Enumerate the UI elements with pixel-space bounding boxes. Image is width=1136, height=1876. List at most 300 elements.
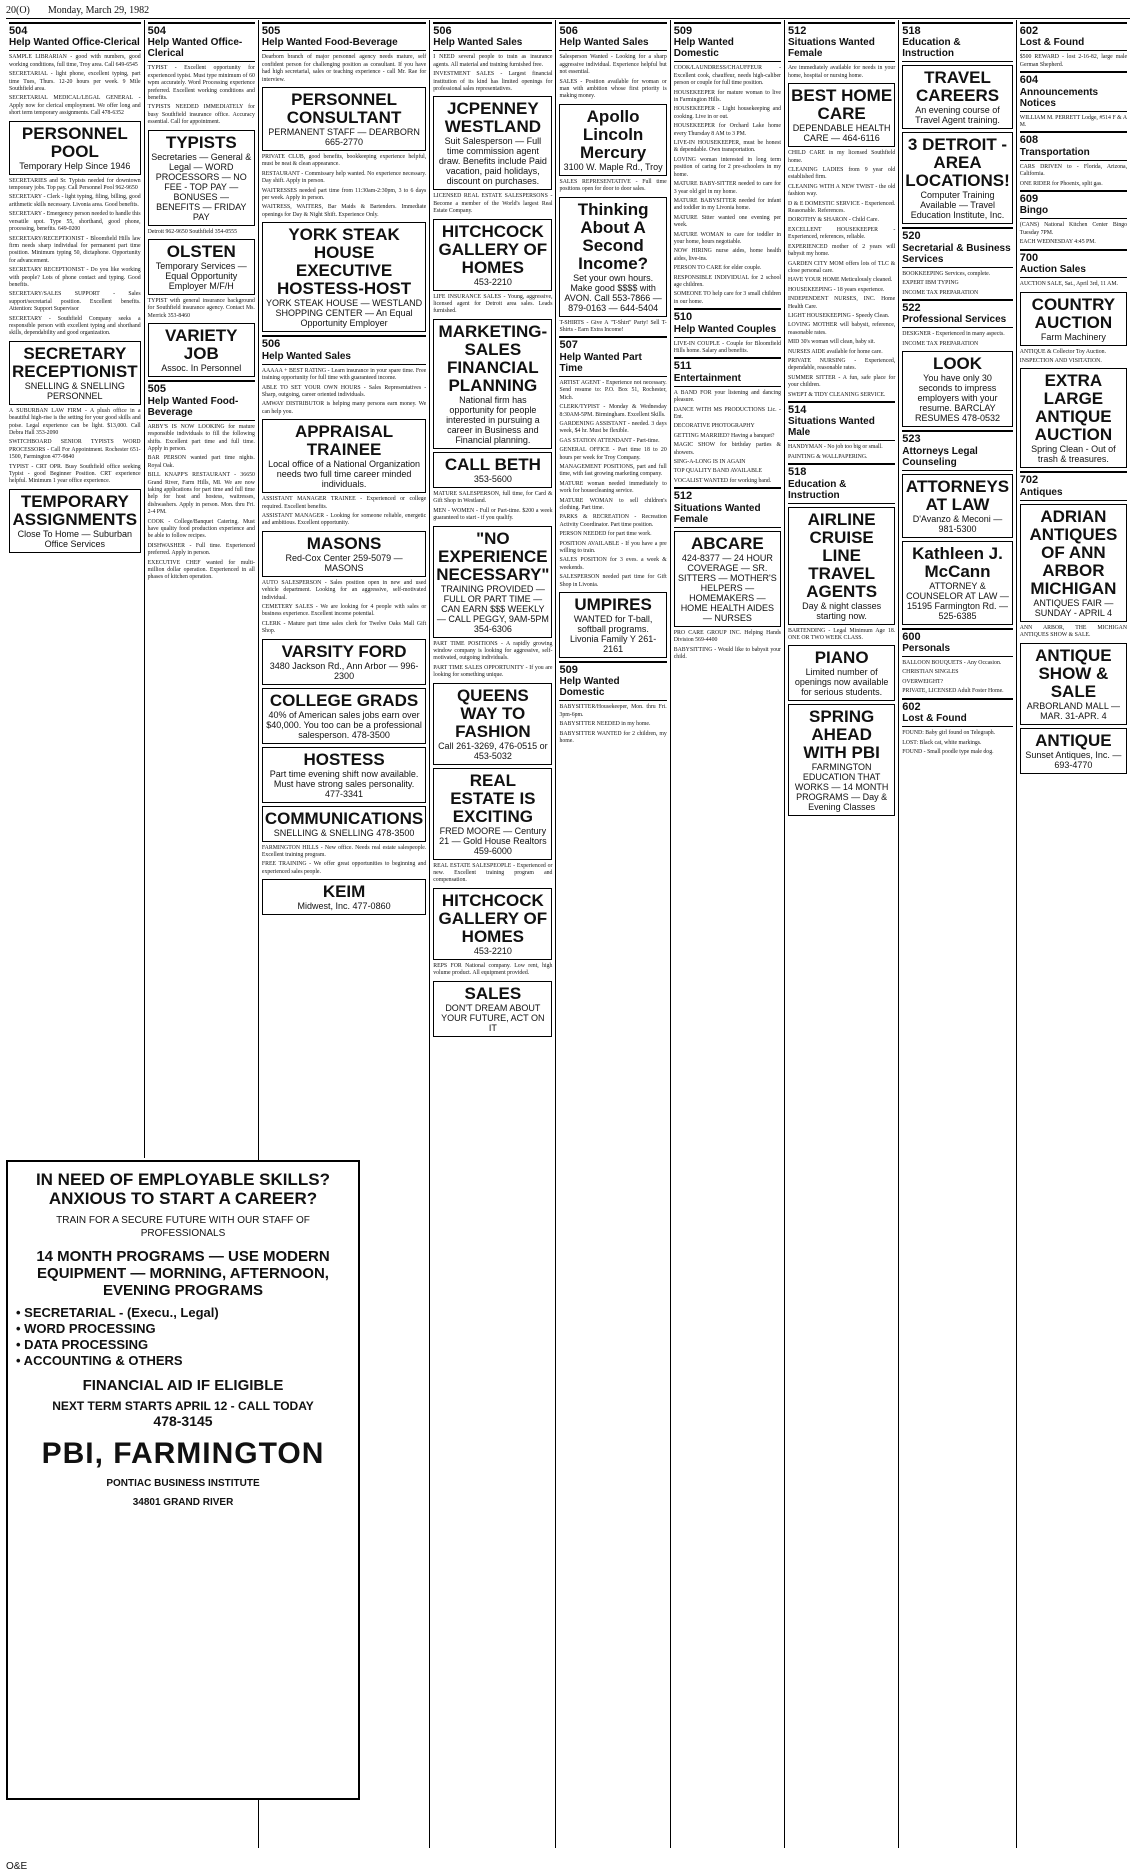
display-listing bbox=[902, 132, 1013, 224]
section-header bbox=[674, 357, 781, 386]
section-number: 507 bbox=[559, 339, 578, 352]
section-title: Education & Instruction bbox=[902, 37, 961, 60]
pbi-display-ad bbox=[6, 1160, 360, 1800]
footer-mark: O&E bbox=[6, 1861, 28, 1872]
display-listing bbox=[1020, 504, 1127, 622]
classified-ad: CHRISTIAN SINGLES bbox=[902, 669, 959, 676]
listing-subtext: Computer Training Available — Travel Education Institute, Inc. bbox=[910, 190, 1005, 221]
classified-ad: SECRETARY/SALES SUPPORT - Sales support/secretarial position. Excellent benefits. Attention: Support Supervisor bbox=[9, 291, 141, 313]
section-number: 512 bbox=[788, 25, 807, 37]
section-title: Help Wanted Office-Clerical bbox=[9, 37, 140, 49]
classified-ad: WILLIAM M. PERRETT Lodge, #514 F & A M. bbox=[1019, 114, 1128, 129]
classified-column bbox=[784, 20, 898, 1848]
classified-ad: MANAGEMENT POSITIONS, part and full time, with fast growing marketing company. bbox=[559, 463, 667, 478]
classified-ad: MATURE woman needed immediately to work for housecleaning service. bbox=[559, 480, 667, 495]
classified-ad: ANTIQUE & Collector Toy Auction. bbox=[1019, 348, 1107, 355]
classified-ad: PAINTING & WALLPAPERING. bbox=[788, 453, 868, 460]
classified-ad: PART TIME POSITIONS - A rapidly growing window company is looking for aggressive, self-motivated, outgoing individuals. bbox=[433, 640, 553, 662]
classified-ad: Are immediately available for needs in your home, hospital or nursing home. bbox=[788, 65, 896, 79]
listing-headline: MARKETING-SALES FINANCIAL PLANNING bbox=[438, 321, 548, 395]
ad-headline: IN NEED OF EMPLOYABLE SKILLS? ANXIOUS TO START A CAREER? bbox=[35, 1170, 331, 1208]
section-title: Help Wanted Couples bbox=[673, 323, 777, 335]
display-listing bbox=[788, 645, 895, 701]
classified-ad: Dearborn branch of major personnel agency needs mature, self confident person for challenging position as consultant. If you have had high secretarial, sales or teaching experience - call Mr. Rae for interview. bbox=[261, 54, 427, 83]
classified-ad: WAITRESSES needed part time from 11:30am-2:30pm, 3 to 6 days per week. Apply in person. bbox=[261, 187, 427, 202]
ad-program: • SECRETARIAL - (Execu., Legal) bbox=[16, 1305, 219, 1320]
listing-headline: JCPENNEY WESTLAND bbox=[444, 99, 542, 137]
listing-subtext: Suit Salesperson — Full time commission agent draw. Benefits include Paid vacation, paid holidays, discount on purchases. bbox=[438, 136, 547, 187]
section-number: 514 bbox=[788, 404, 807, 416]
section-title: Help Wanted Part Time bbox=[559, 351, 642, 374]
listing-subtext: 453-2210 bbox=[473, 945, 512, 956]
listing-headline: PIANO bbox=[814, 648, 869, 668]
ad-tagline: TRAIN FOR A SECURE FUTURE WITH OUR STAFF OF PROFESSIONALS bbox=[56, 1215, 310, 1239]
classified-ad: MID 30's woman will clean, baby sit. bbox=[788, 339, 876, 346]
section-number: 602 bbox=[902, 700, 921, 713]
listing-headline: SECRETARY RECEPTIONIST bbox=[12, 343, 138, 381]
section-title: Antiques bbox=[1019, 486, 1063, 498]
classified-ad: COOK/LAUNDRESS/CHAUFFEUR - Excellent cook, chauffeur, needs high-caliber person or couple for full time position. bbox=[673, 65, 781, 87]
listing-headline: COMMUNICATIONS bbox=[264, 808, 424, 828]
classified-ad: MEN - WOMEN - Full or Part-time. $200 a week guaranteed to start - if you qualify. bbox=[433, 507, 553, 522]
section-header bbox=[674, 308, 781, 337]
display-listing bbox=[262, 806, 426, 842]
section-header bbox=[902, 430, 1013, 470]
classified-ad: NOW HIRING nurse aides, home health aides, live-ins. bbox=[673, 248, 781, 262]
classified-ad: SWEPT & TIDY CLEANING SERVICE. bbox=[788, 391, 886, 398]
classified-ad: COOK - College/Banquet Catering. Must have quality food production experience and be able to follow recipes. bbox=[147, 518, 255, 540]
classified-ad: DECORATIVE PHOTOGRAPHY bbox=[673, 423, 755, 430]
section-header bbox=[902, 698, 1013, 727]
section-number: 511 bbox=[673, 360, 692, 373]
listing-headline: ATTORNEYS AT LAW bbox=[905, 476, 1010, 514]
classified-ad: SING-A-LONG IS IN AGAIN bbox=[673, 459, 746, 466]
listing-subtext: Set your own hours. Make good $$$$ with AVON. Call 553-7866 — 879-0163 — 644-5404 bbox=[564, 272, 662, 313]
display-listing bbox=[262, 531, 426, 577]
classified-ad: TYPIST - CRT OPR. Busy Southfield office seeking Typist - good Beginner Position. CRT experience helpful. Minimum 1 year office experience. bbox=[9, 463, 141, 485]
listing-subtext: 40% of American sales jobs earn over $40,000. You too can be a professional salesperson. 478-3500 bbox=[266, 709, 422, 740]
classified-ad: FOUND - Small poodle type male dog. bbox=[902, 748, 994, 755]
section-title: Help Wanted Sales bbox=[261, 350, 351, 362]
section-title: Help Wanted Sales bbox=[433, 37, 523, 49]
section-title: Lost & Found bbox=[1019, 37, 1085, 49]
section-header bbox=[788, 22, 895, 62]
section-number: 608 bbox=[1019, 134, 1039, 147]
section-number: 609 bbox=[1019, 193, 1039, 206]
classified-ad: REPS FOR National company. Low rent, high volume product. All equipment provided. bbox=[433, 962, 553, 977]
listing-subtext: DON'T DREAM ABOUT YOUR FUTURE, ACT ON IT bbox=[441, 1002, 545, 1033]
listing-subtext: Close To Home — Suburban Office Services bbox=[17, 528, 133, 549]
classified-ad: SOMEONE TO help care for 3 small children in our home. bbox=[673, 291, 781, 305]
section-number: 509 bbox=[559, 664, 578, 677]
section-header bbox=[674, 22, 781, 62]
section-header bbox=[902, 628, 1013, 657]
listing-headline: ADRIAN ANTIQUES OF ANN ARBOR MICHIGAN bbox=[1029, 506, 1118, 598]
listing-subtext: ANTIQUES FAIR — SUNDAY - APRIL 4 bbox=[1033, 597, 1114, 618]
listing-headline: 3 DETROIT - AREA LOCATIONS! bbox=[905, 135, 1010, 191]
section-number: 518 bbox=[788, 466, 807, 479]
section-header bbox=[148, 380, 255, 420]
display-listing bbox=[262, 879, 426, 915]
classified-ad: EXECUTIVE CHEF wanted for multi-million dollar operation. Experienced in all phases of kitchen operation. bbox=[147, 559, 255, 581]
classified-ad: CLEANING LADIES from 9 year old established firm. bbox=[788, 167, 896, 181]
listing-subtext: Local office of a National Organization needs two full time career minded individuals. bbox=[268, 459, 421, 490]
listing-headline: UMPIRES bbox=[574, 595, 652, 615]
section-header bbox=[902, 299, 1013, 328]
classified-ad: ARBY'S IS NOW LOOKING for mature responsible individuals to fill the following shifts. Excellent part time and full time. Apply in person. bbox=[147, 423, 255, 452]
display-listing bbox=[148, 239, 255, 295]
classified-ad: HANDYMAN - No job too big or small. bbox=[788, 444, 883, 451]
classified-ad: WAITRESS, WAITERS, Bar Maids & Bartenders. Immediate openings for Day & Night Shift. Experience Only. bbox=[261, 204, 427, 218]
section-title: Attorneys Legal Counseling bbox=[902, 445, 978, 468]
classified-ad: BARTENDING - Legal Minimum Age 18. ONE OR TWO WEEK CLASS. bbox=[788, 627, 896, 642]
classified-ad: ASSISTANT MANAGER TRAINEE - Experienced or college required. Excellent benefits. bbox=[261, 496, 427, 510]
classified-ad: A SUBURBAN LAW FIRM - A plush office in a beautiful high-rise is the setting for your good skills and poise. Legal experience can be light. $13,000. Call Debra Hall 353-2090 bbox=[9, 407, 141, 436]
section-title: Help Wanted Domestic bbox=[673, 37, 734, 60]
classified-ad: RESPONSIBLE INDIVIDUAL for 2 school age children. bbox=[673, 274, 781, 288]
listing-subtext: You have only 30 seconds to impress employers with your resume. BARCLAY RESUMES 478-0532 bbox=[914, 373, 1001, 424]
listing-subtext: Part time evening shift now available. Must have strong sales personality. 477-3341 bbox=[269, 768, 419, 799]
listing-subtext: TRAINING PROVIDED — FULL OR PART TIME — CAN EARN $$$ WEEKLY — CALL PEGGY, 9AM-5PM 354-6306 bbox=[436, 583, 549, 634]
listing-headline: ABCARE bbox=[691, 533, 764, 553]
classified-ad: INDEPENDENT NURSES, INC. Home Health Care. bbox=[788, 296, 896, 310]
display-listing bbox=[262, 688, 426, 744]
listing-subtext: ARBORLAND MALL — MAR. 31-APR. 4 bbox=[1026, 700, 1120, 721]
section-title: Auction Sales bbox=[1019, 264, 1086, 276]
masthead bbox=[6, 4, 1130, 19]
display-listing bbox=[559, 592, 666, 658]
classified-ad: SECRETARY - Clerk - light typing, filing, billing, good arithmetic skills necessary. Livonia area. Good benefits. bbox=[9, 194, 141, 208]
section-title: Secretarial & Business Services bbox=[902, 242, 1011, 265]
display-listing bbox=[433, 319, 552, 449]
classified-ad: PART TIME SALES OPPORTUNITY - If you are looking for something unique. bbox=[433, 664, 553, 679]
ad-term: NEXT TERM STARTS APRIL 12 - CALL TODAY bbox=[52, 1399, 314, 1413]
section-number: 512 bbox=[673, 490, 693, 503]
display-listing bbox=[262, 87, 426, 151]
classified-ad: HOUSEKEEPER - Light housekeeping and cooking. Live in or out. bbox=[673, 106, 781, 120]
section-number: 518 bbox=[902, 25, 921, 37]
section-header bbox=[1020, 190, 1127, 219]
classified-ad: SECRETARIAL - light phone, excellent typing, part time Tues, Thurs. 12-20 hours per week. 9 Mile Southfield area. bbox=[9, 71, 141, 93]
classified-column bbox=[429, 20, 555, 1848]
display-listing bbox=[433, 683, 552, 765]
listing-headline: VARIETY JOB bbox=[165, 326, 238, 364]
section-number: 505 bbox=[261, 25, 281, 37]
listing-headline: CALL BETH bbox=[444, 454, 541, 474]
classified-ad: BABYSITTER WANTED for 2 children, my home. bbox=[559, 730, 667, 745]
classified-column bbox=[6, 20, 144, 1158]
display-listing bbox=[433, 981, 552, 1037]
classified-ad: DANCE WITH MS PRODUCTIONS Lic. - Ent. bbox=[673, 406, 781, 421]
display-listing bbox=[148, 130, 255, 226]
classified-ad: PERSON NEEDED for part time work. bbox=[559, 531, 652, 538]
classified-ad: RESTAURANT - Commissary help wanted. No experience necessary. Day shift. Apply in person. bbox=[261, 170, 427, 185]
section-title: Personals bbox=[902, 643, 951, 655]
classified-ad: SWITCHBOARD SENIOR TYPISTS WORD PROCESSORS - Call For Appointment. Rochester 651-1500, Farmington 477-9840 bbox=[9, 439, 141, 461]
classified-ad: GARDENING ASSISTANT - needed. 3 days week, $4 hr. Must be flexible. bbox=[559, 420, 667, 435]
classified-ad: MATURE WOMAN to sell children's clothing. Part time. bbox=[559, 497, 667, 511]
section-number: 506 bbox=[559, 25, 578, 37]
display-listing bbox=[1020, 643, 1127, 725]
display-listing bbox=[433, 219, 552, 291]
listing-headline: HITCHCOCK GALLERY OF HOMES bbox=[438, 221, 548, 277]
classified-ad: BABYSITTING - Would like to babysit your child. bbox=[673, 646, 781, 660]
listing-headline: PERSONNEL CONSULTANT bbox=[286, 90, 402, 128]
section-number: 602 bbox=[1019, 25, 1039, 37]
classified-ad: LOVING woman interested in long term position of caring for 2 pre-schoolers in my home. bbox=[673, 156, 781, 178]
section-title: Help Wanted Food-Beverage bbox=[261, 37, 398, 49]
ad-phone: 478-3145 bbox=[153, 1413, 213, 1429]
section-header bbox=[1020, 471, 1127, 500]
classified-ad: OVERWEIGHT? bbox=[902, 678, 944, 685]
section-title: Help Wanted Office-Clerical bbox=[147, 37, 243, 60]
section-number: 600 bbox=[902, 630, 921, 643]
listing-headline: HOSTESS bbox=[303, 749, 385, 769]
classified-ad: EXPERT IBM TYPING bbox=[902, 280, 959, 287]
classified-ad: CARS DRIVEN to - Florida, Arizona, California. bbox=[1019, 163, 1128, 178]
classified-column bbox=[144, 20, 258, 1158]
listing-headline: QUEENS WAY TO FASHION bbox=[455, 685, 531, 741]
section-number: 523 bbox=[902, 433, 921, 446]
section-header bbox=[9, 22, 141, 51]
classified-ad: SECRETARY/RECEPTIONIST - Bloomfield Hills law firm needs sharp individual for permanent part time position. Minimum typing 50, dictaphone. Opportunity for advancement. bbox=[9, 235, 141, 264]
classified-ad: TYPISTS NEEDED IMMEDIATELY for busy Southfield insurance office. Accuracy essential. Call for appointment. bbox=[147, 104, 255, 126]
section-number: 505 bbox=[147, 383, 166, 396]
display-listing bbox=[262, 222, 426, 332]
listing-headline: TRAVEL CAREERS bbox=[915, 68, 1000, 106]
listing-headline: MASONS bbox=[306, 533, 382, 553]
listing-subtext: 424-8377 — 24 HOUR COVERAGE — SR. SITTERS — MOTHER'S HELPERS — HOMEMAKERS — HOME HEALTH AIDES — NURSES bbox=[678, 552, 777, 623]
section-header bbox=[1020, 249, 1127, 278]
classified-column bbox=[898, 20, 1016, 1848]
classified-ad: FREE TRAINING - We offer great opportunities to beginning and experienced sales people. bbox=[261, 861, 427, 875]
section-header bbox=[433, 22, 552, 51]
classified-ad: BAR PERSON wanted part time nights. Royal Oak. bbox=[147, 455, 255, 469]
listing-subtext: SNELLING & SNELLING 478-3500 bbox=[273, 827, 415, 838]
display-listing bbox=[1020, 292, 1127, 346]
classified-ad: INCOME TAX PREPARATION bbox=[902, 289, 979, 296]
classified-ad: HOUSEKEEPER for mature woman to live in Farmington Hills. bbox=[673, 89, 781, 104]
classified-ad: (CANS) National Kitchen Center Bingo Tuesday 7PM. bbox=[1019, 222, 1128, 236]
section-header bbox=[788, 401, 895, 441]
section-number: 604 bbox=[1019, 74, 1039, 87]
listing-headline: KEIM bbox=[322, 882, 366, 902]
classified-ad: PRO CARE GROUP INC. Helping Hands Division 569-4400 bbox=[673, 629, 781, 644]
classified-ad: BOOKKEEPING Services, complete. bbox=[902, 270, 991, 277]
classified-ad: LIVE-IN COUPLE - Couple for Bloomfield Hills home. Salary and benefits. bbox=[673, 340, 781, 354]
section-number: 509 bbox=[673, 25, 693, 37]
listing-headline: OLSTEN bbox=[166, 242, 236, 262]
classified-ad: INSPECTION AND VISITATION. bbox=[1019, 357, 1102, 364]
listing-subtext: Sunset Antiques, Inc. — 693-4770 bbox=[1025, 749, 1122, 770]
section-number: 506 bbox=[433, 25, 452, 37]
listing-headline: SPRING AHEAD WITH PBI bbox=[803, 707, 880, 763]
classified-ad: DISHWASHER - Full time. Experienced preferred. Apply in person. bbox=[147, 542, 255, 557]
classified-ad: ONE RIDER for Phoenix, split gas. bbox=[1019, 180, 1103, 187]
classified-ad: MATURE Sitter wanted one evening per week. bbox=[673, 214, 781, 229]
classified-column bbox=[555, 20, 669, 1848]
display-listing bbox=[902, 474, 1013, 538]
classified-ad: VOCALIST WANTED for working band. bbox=[673, 477, 772, 484]
ad-school: PONTIAC BUSINESS INSTITUTE bbox=[106, 1478, 260, 1489]
classified-ad: TOP QUALITY BAND AVAILABLE bbox=[673, 468, 763, 475]
classified-ad: LIVE-IN HOUSEKEEPER, must be honest & dependable. Own transportation. bbox=[673, 140, 781, 154]
classified-ad: MATURE BABY-SITTER needed to care for 3 year old girl in my home. bbox=[673, 181, 781, 195]
listing-subtext: Call 261-3269, 476-0515 or 453-5032 bbox=[438, 740, 548, 761]
issue-date: Monday, March 29, 1982 bbox=[47, 5, 150, 16]
section-header bbox=[262, 22, 426, 51]
classified-ad: ANN ARBOR, THE MICHIGAN ANTIQUES SHOW & SALE. bbox=[1019, 624, 1128, 639]
classified-column bbox=[670, 20, 784, 1848]
display-listing bbox=[788, 507, 895, 625]
listing-headline: COUNTRY AUCTION bbox=[1031, 294, 1116, 332]
listing-headline: Kathleen J. McCann bbox=[912, 543, 1003, 581]
display-listing bbox=[433, 452, 552, 488]
section-header bbox=[1020, 131, 1127, 160]
display-listing bbox=[148, 323, 255, 377]
classified-ad: BILL KNAPP'S RESTAURANT - 36650 Grand River, Farm Hills, MI. We are now taking applications for part time and full time help for host and hostess, waitresses, dishwashers. Apply in person. Mon. thru Fri. 2-4 PM. bbox=[147, 472, 255, 516]
classified-ad: CEMETERY SALES - We are looking for 4 people with sales or business experience. Excellent income potential. bbox=[261, 603, 427, 618]
classified-ad: GARDEN CITY MOM offers lots of TLC & close personal care. bbox=[788, 260, 896, 274]
ad-program: • DATA PROCESSING bbox=[16, 1337, 149, 1352]
display-listing bbox=[902, 351, 1013, 427]
classified-ad: ASSISTANT MANAGER - Looking for someone reliable, energetic and ambitious. Excellent opportunity. bbox=[261, 512, 427, 527]
ad-logo: PBI, FARMINGTON bbox=[41, 1437, 325, 1470]
classified-ad: SECRETARY - Emergency person needed to handle this versatile spot. Type 55, shorthand, good phone, processing, benefits. 649-0200 bbox=[9, 211, 141, 233]
listing-subtext: FRED MOORE — Century 21 — Gold House Realtors 459-6000 bbox=[439, 825, 547, 856]
classified-ad: GETTING MARRIED? Having a banquet? bbox=[673, 432, 775, 439]
classified-ad: FARMINGTON HILLS - New office. Needs real estate salespeople. Excellent training program. bbox=[261, 844, 427, 858]
classified-ad: CLERK - Mature part time sales clerk for Twelve Oaks Mall Gift Shop. bbox=[261, 620, 427, 635]
classified-ad: MATURE BABYSITTER needed for infant and toddler in my Livonia home. bbox=[673, 197, 781, 212]
section-title: Situations Wanted Female bbox=[673, 502, 761, 525]
display-listing bbox=[262, 639, 426, 685]
listing-subtext: Limited number of openings now available for serious students. bbox=[794, 667, 889, 698]
classified-ad: INCOME TAX PREPARATION bbox=[902, 340, 979, 347]
listing-subtext: DEPENDABLE HEALTH CARE — 464-6116 bbox=[792, 123, 891, 144]
display-listing bbox=[433, 888, 552, 960]
classified-ad: POSITION AVAILABLE - If you have a pre willing to train. bbox=[559, 540, 667, 554]
section-title: Help Wanted Sales bbox=[559, 37, 649, 49]
classified-ad: LIGHT HOUSEKEEPING - Speedy Clean. bbox=[788, 312, 890, 319]
classified-ad: D & E DOMESTIC SERVICE - Experienced. Reasonable. References. bbox=[788, 200, 896, 215]
classified-ad: REAL ESTATE SALESPEOPLE - Experienced or new. Excellent training program and compensation. bbox=[433, 862, 553, 884]
section-number: 510 bbox=[673, 311, 693, 324]
display-listing bbox=[788, 704, 895, 816]
listing-headline: REAL ESTATE IS EXCITING bbox=[450, 770, 536, 826]
classified-ad: T-SHIRTS - Give A "T-Shirt" Party! Sell T-Shirts - Earn Extra Income! bbox=[559, 319, 667, 334]
listing-headline: LOOK bbox=[932, 354, 983, 374]
classified-ad: EXPERIENCED mother of 2 years will babysit my home. bbox=[788, 243, 896, 258]
listing-headline: ANTIQUE bbox=[1035, 730, 1112, 750]
classified-ad: MAGIC SHOW for birthday parties & showers. bbox=[673, 442, 781, 456]
listing-subtext: Spring Clean - Out of trash & treasures. bbox=[1031, 444, 1116, 465]
classified-ad: TYPIST - Excellent opportunity for experienced typist. Must type minimum of 60 wpm accurately. Word Processing experience preferred. Excellent working conditions and benefits. bbox=[147, 65, 255, 102]
listing-subtext: An evening course of Travel Agent training. bbox=[915, 105, 1000, 126]
classified-ad: EACH WEDNESDAY 4:45 PM. bbox=[1019, 239, 1096, 246]
classified-ad: CLERK/TYPIST - Monday & Wednesday 8:30AM-5PM. Birmingham. Excellent Skills. bbox=[559, 404, 667, 418]
display-listing bbox=[9, 341, 141, 405]
classified-ad: BABYSITTER/Housekeeper, Mon. thru Fri. 3pm-6pm. bbox=[559, 704, 667, 718]
listing-subtext: Day & night classes starting now. bbox=[802, 600, 882, 621]
section-title: Lost & Found bbox=[902, 713, 967, 725]
section-header bbox=[559, 336, 666, 376]
classified-ad: BABYSITTER NEEDED in my home. bbox=[559, 721, 651, 728]
listing-subtext: ATTORNEY & COUNSELOR AT LAW — 15195 Farmington Rd. — 525-6385 bbox=[906, 580, 1009, 621]
display-listing bbox=[902, 65, 1013, 129]
classified-ad: SECRETARIES and Sr. Typists needed for downtown temporary jobs. Top pay. Call Personnel Pool 962-9650 bbox=[9, 177, 141, 192]
classified-ad: Detroit 962-9650 Southfield 354-0555 bbox=[147, 228, 237, 235]
listing-subtext: PERMANENT STAFF — DEARBORN 665-2770 bbox=[268, 127, 420, 148]
classified-ad: LIFE INSURANCE SALES - Young, aggressive, licensed agent for Detroit area sales. Leads furnished. bbox=[433, 293, 553, 315]
listing-headline: Apollo Lincoln Mercury bbox=[580, 106, 647, 162]
section-title: Situations Wanted Male bbox=[788, 416, 875, 439]
classified-ad: AUCTION SALE, Sat., April 3rd, 11 AM. bbox=[1019, 281, 1118, 288]
classified-ad: GENERAL OFFICE - Part time 18 to 20 hours per week for Troy Company. bbox=[559, 447, 667, 461]
listing-subtext: FARMINGTON EDUCATION THAT WORKS — 14 MONTH PROGRAMS — Day & Evening Classes bbox=[794, 762, 889, 813]
section-title: Education & Instruction bbox=[788, 478, 847, 501]
classified-ad: SAMPLE LIBRARIAN - good with numbers, good working conditions, full time, Troy area. Call 649-6545 bbox=[9, 54, 141, 68]
classified-ad: LOST: Black cat, white markings. bbox=[902, 739, 982, 746]
ad-program: • ACCOUNTING & OTHERS bbox=[16, 1353, 183, 1368]
classified-ad: SUMMER SITTER - A fun, safe place for your children. bbox=[788, 374, 896, 389]
ad-programs-title: 14 MONTH PROGRAMS — USE MODERN EQUIPMENT — MORNING, AFTERNOON, EVENING PROGRAMS bbox=[36, 1248, 330, 1299]
classified-ad: HOUSEKEEPER for Orchard Lake home every Thursday 8 AM to 3 PM. bbox=[673, 123, 781, 137]
display-listing bbox=[9, 489, 141, 553]
display-listing bbox=[674, 531, 781, 627]
listing-headline: ANTIQUE SHOW & SALE bbox=[1035, 645, 1112, 701]
section-title: Situations Wanted Female bbox=[788, 37, 875, 60]
listing-headline: YORK STEAK HOUSE EXECUTIVE HOSTESS-HOST bbox=[277, 225, 412, 299]
listing-subtext: 453-2210 bbox=[473, 276, 512, 287]
section-header bbox=[1020, 71, 1127, 111]
section-number: 506 bbox=[261, 338, 281, 351]
classified-ad: CLEANING WITH A NEW TWIST - the old fashion way. bbox=[788, 183, 896, 198]
listing-subtext: Temporary Services — Equal Opportunity Employer M/F/H bbox=[155, 261, 247, 292]
display-listing bbox=[433, 768, 552, 860]
listing-subtext: SNELLING & SNELLING PERSONNEL bbox=[24, 380, 125, 401]
display-listing bbox=[433, 526, 552, 638]
display-listing bbox=[902, 541, 1013, 625]
display-listing bbox=[1020, 728, 1127, 774]
display-listing bbox=[262, 747, 426, 803]
classified-ad: DOROTHY & SHARON - Child Care. bbox=[788, 217, 879, 224]
classified-ad: SECRETARY - Southfield Company seeks a responsible person with excellent typing and shorthand skills, dependability and good organization. bbox=[9, 315, 141, 337]
listing-subtext: Secretaries — General & Legal — WORD PROCESSORS — NO FEE - TOP PAY — BONUSES — BENEFITS — FRIDAY PAY bbox=[151, 151, 252, 222]
classified-ad: ARTIST AGENT - Experience not necessary. Send resume to: P.O. Box 51, Rochester, Mich. bbox=[559, 379, 667, 401]
listing-headline: VARSITY FORD bbox=[281, 641, 407, 661]
listing-headline: TYPISTS bbox=[165, 132, 237, 152]
listing-headline: "NO EXPERIENCE NECESSARY" bbox=[436, 528, 550, 584]
section-title: Professional Services bbox=[902, 314, 1007, 326]
classified-ad: PARKS & RECREATION - Recreation Activity Coordinator. Part time position. bbox=[559, 514, 667, 528]
section-title: Help Wanted Food-Beverage bbox=[147, 395, 239, 418]
classified-ad: AUTO SALESPERSON - Sales position open in new and used vehicle department. Looking for an aggressive, self-motivated individual. bbox=[261, 579, 427, 601]
classified-ad: PERSON TO CARE for elder couple. bbox=[673, 265, 762, 272]
section-number: 504 bbox=[147, 25, 166, 37]
classified-ad: SALESPERSON needed part time for Gift Shop in Livonia. bbox=[559, 574, 667, 588]
section-header bbox=[148, 22, 255, 62]
listing-subtext: Farm Machinery bbox=[1040, 331, 1106, 342]
listing-subtext: Red-Cox Center 259-5079 — MASONS bbox=[285, 552, 403, 573]
ad-address: 34801 GRAND RIVER bbox=[132, 1497, 234, 1508]
section-header bbox=[559, 22, 666, 51]
section-title: Transportation bbox=[1019, 146, 1090, 158]
classified-ad: MATURE WOMAN to care for toddler in your home, hours negotiable. bbox=[673, 231, 781, 245]
display-listing bbox=[559, 104, 666, 176]
section-header bbox=[902, 22, 1013, 62]
listing-subtext: 353-5600 bbox=[473, 473, 512, 484]
